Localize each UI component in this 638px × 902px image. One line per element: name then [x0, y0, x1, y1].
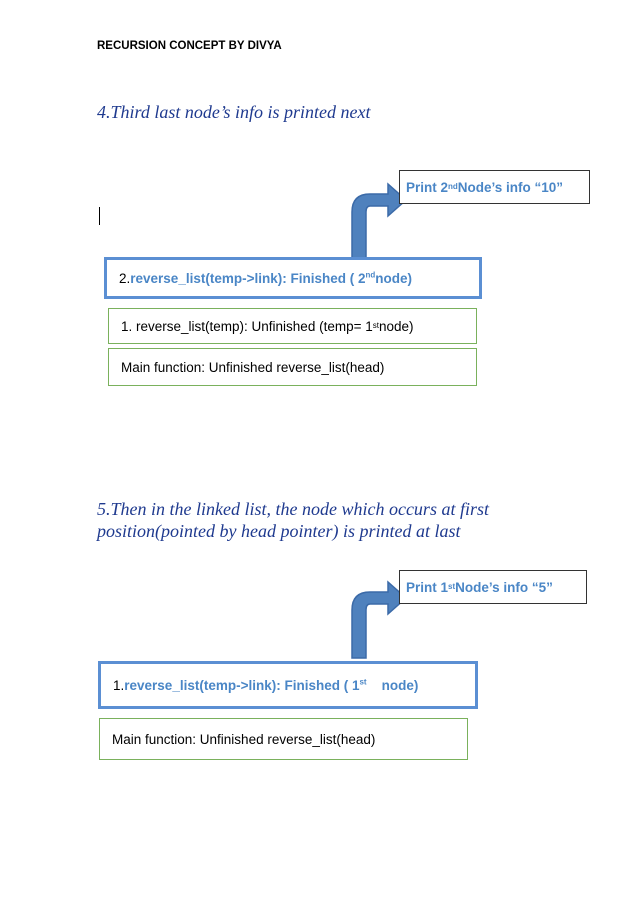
main-function-frame	[108, 348, 477, 386]
frame-number: 1.	[113, 677, 125, 693]
frame-text: Main function: Unfinished reverse_list(head)	[121, 359, 385, 375]
frame-sup: nd	[365, 270, 376, 279]
page-header: RECURSION CONCEPT BY DIVYA	[97, 40, 282, 52]
frame-text-after: node)	[375, 270, 412, 286]
main-function-frame	[99, 718, 468, 760]
section5-heading-line1: 5.Then in the linked list, the node which occurs at first	[97, 499, 489, 519]
text-cursor	[99, 207, 100, 225]
frame-text-after: node)	[366, 677, 419, 693]
print-box-text: Print 1	[406, 579, 449, 595]
frame-text: Main function: Unfinished reverse_list(head)	[112, 731, 376, 747]
print-box-1st-node: Print 1 st Node’s info “5”	[399, 570, 587, 604]
print-box-text: Print 2	[406, 179, 449, 195]
frame-text: 1. reverse_list(temp): Unfinished (temp= 1	[121, 318, 373, 334]
frame-number: 2.	[119, 270, 131, 286]
frame-text-after: node)	[378, 318, 414, 334]
frame-text: reverse_list(temp->link): Finished ( 2	[130, 270, 366, 286]
frame-sup: st	[359, 677, 367, 686]
stack-frame-1-finished	[98, 661, 478, 709]
stack-frame-1-unfinished: 1. reverse_list(temp): Unfinished (temp= 1 st node)	[108, 308, 477, 344]
stack-frame-2-finished	[104, 257, 482, 299]
section5-heading-line2: position(pointed by head pointer) is printed at last	[97, 521, 461, 541]
print-box-text-after: Node’s info “5”	[455, 579, 553, 595]
frame-text: reverse_list(temp->link): Finished ( 1	[124, 677, 360, 693]
print-box-2nd-node: Print 2 nd Node’s info “10”	[399, 170, 590, 204]
section4-heading: 4.Third last node’s info is printed next	[97, 102, 371, 122]
print-box-text-after: Node’s info “10”	[457, 179, 564, 195]
